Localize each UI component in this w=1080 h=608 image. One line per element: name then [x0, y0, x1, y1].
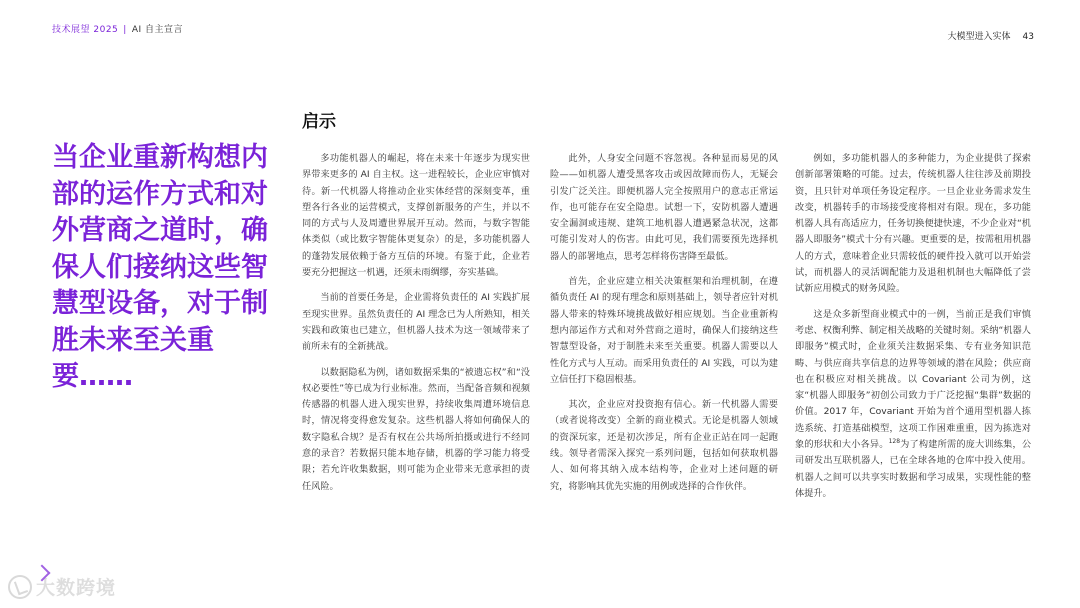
paragraph: 例如，多功能机器人的多种能力，为企业提供了探索创新部署策略的可能。过去，传统机器人往往涉及前期投资，且只针对单项任务设定程序。一旦企业业务需求发生改变，机器转手的市场接受度将相对有限。现在，多功能机器人具有高适应力，任务切换便捷快速，不少企业对“机器人即服务”模式十分有兴趣。更重要的是，按需租用机器人的方式，意味着企业只需较低的硬件投入就可以开始尝试，而机器人的灵活调配能力及退租机制也大幅降低了尝试新应用模式的财务风险。 [795, 153, 1031, 295]
paragraph-text: 为了构建所需的庞大训练集，公司研发出互联机器人，已在全球各地的仓库中投入使用。机器人之间可以共享实时数据和学习成果，实现性能的整体提升。 [795, 439, 1032, 499]
paragraph [795, 307, 1031, 503]
page-header-right [948, 29, 1034, 42]
paragraph: 其次，企业应对投资抱有信心。新一代机器人需要（或者说将改变）全新的商业模式。无论是机器人领域的资深玩家，还是初次涉足，所有企业正站在同一起跑线。领导者需深入探究一系列问题，包括如何获取机器人、如何将其纳入成本结构等，企业对上述问题的研究，将影响其优先实施的用例或选择的合作伙伴。 [550, 399, 778, 492]
text-column-1 [302, 151, 530, 504]
paragraph: 多功能机器人的崛起，将在未来十年逐步为现实世界带来更多的 AI 自主权。这一进程较长，企业应审慎对待。新一代机器人将推动企业实体经营的深刻变革，重塑各行各业的运营模式，支撑创新服务的产生，并以不同的方式与人及周遭世界展开互动。然而，与数字智能体类似（或比数字智能体更复杂）的是，多功能机器人的蓬勃发展依赖于备方互信的环境。有鉴于此，企业若要充分把握这一机遇，还须未雨绸缪，夯实基础。 [302, 153, 530, 279]
footnote-reference[interactable]: 128 [888, 437, 901, 445]
report-subtitle: AI 自主宣言 [131, 25, 183, 35]
report-header [52, 22, 183, 35]
paragraph: 首先，企业应建立相关决策框架和治理机制，在遵循负责任 AI 的现有理念和原则基础上，领导者应针对机器人带来的特殊环境挑战做好相应规划。当企业重新构想内部运作方式和对外营商之道时，确保人们接纳这些智慧型设备，对于制胜未来至关重要。机器人需要以人性化方式与人互动。而采用负责任的 AI 实践，可以为建立信任打下稳固根基。 [550, 276, 778, 385]
paragraph: 以数据隐私为例，诸如数据采集的“被遗忘权”和“没权必要性”等已成为行业标准。然而，当配备音频和视频传感器的机器人进入现实世界，持续收集周遭环境信息时，情况将变得愈发复杂。这些机器人将如何确保人的数字隐私合规？是否有权在公共场所拍摄或进行不经同意的录音？若数据只能本地存储，机器的学习能力将受限；若允许收集数据，则可能为企业带来无意承担的责任风险。 [302, 366, 530, 492]
report-brand: 技术展望 2025 [52, 25, 119, 35]
paragraph: 此外，人身安全问题不容忽视。各种显而易见的风险——如机器人遭受黑客攻击或因故障而伤人，无疑会引发广泛关注。即便机器人完全按照用户的意志正常运作，也可能存在安全隐患。试想一下，安防机器人遭遇安全漏洞或违规、建筑工地机器人遭遇紧急状况，这都可能引发对人的伤害。由此可见，我们需要预先选择机器人的部署地点，思考怎样将伤害降至最低。 [550, 153, 778, 262]
header-separator: | [123, 25, 127, 35]
pull-quote: 当企业重新构想内部的运作方式和对外营商之道时，确保人们接纳这些智慧型设备，对于制胜未来至关重要…… [52, 142, 268, 392]
paragraph-text: 这是众多新型商业模式中的一例，当前正是我们审慎考虑、权衡利弊、制定相关战略的关键时刻。采纳“机器人即服务”模式时，企业须关注数据采集、专有业务知识范畴、与供应商共享信息的边界等领域的潜在风险；供应商也在积极应对相关挑战。以 Covariant 公司为例，这家“机器人即服务”初创公司致力于广泛挖掘“集群”数据的价值。2017 年，Covariant 开始为首个通用型机器人拣选系统、打造基础模型，这项工作困难重重，因为拣选对象的形状和大小各异。 [795, 308, 1031, 451]
watermark-text: 大数跨境 [36, 577, 117, 599]
page-number: 43 [1022, 32, 1034, 42]
section-title: 启示 [302, 112, 336, 132]
text-column-3 [795, 151, 1031, 511]
watermark [8, 573, 116, 600]
paragraph: 当前的首要任务是，企业需将负责任的 AI 实践扩展至现实世界。虽然负责任的 AI 理念已为人所熟知，相关实践和政策也已建立，但机器人技术为这一领域带来了前所未有的全新挑战。 [302, 292, 530, 353]
text-column-2 [550, 151, 778, 504]
watermark-logo-icon [8, 575, 32, 599]
section-name: 大模型进入实体 [947, 32, 1011, 42]
